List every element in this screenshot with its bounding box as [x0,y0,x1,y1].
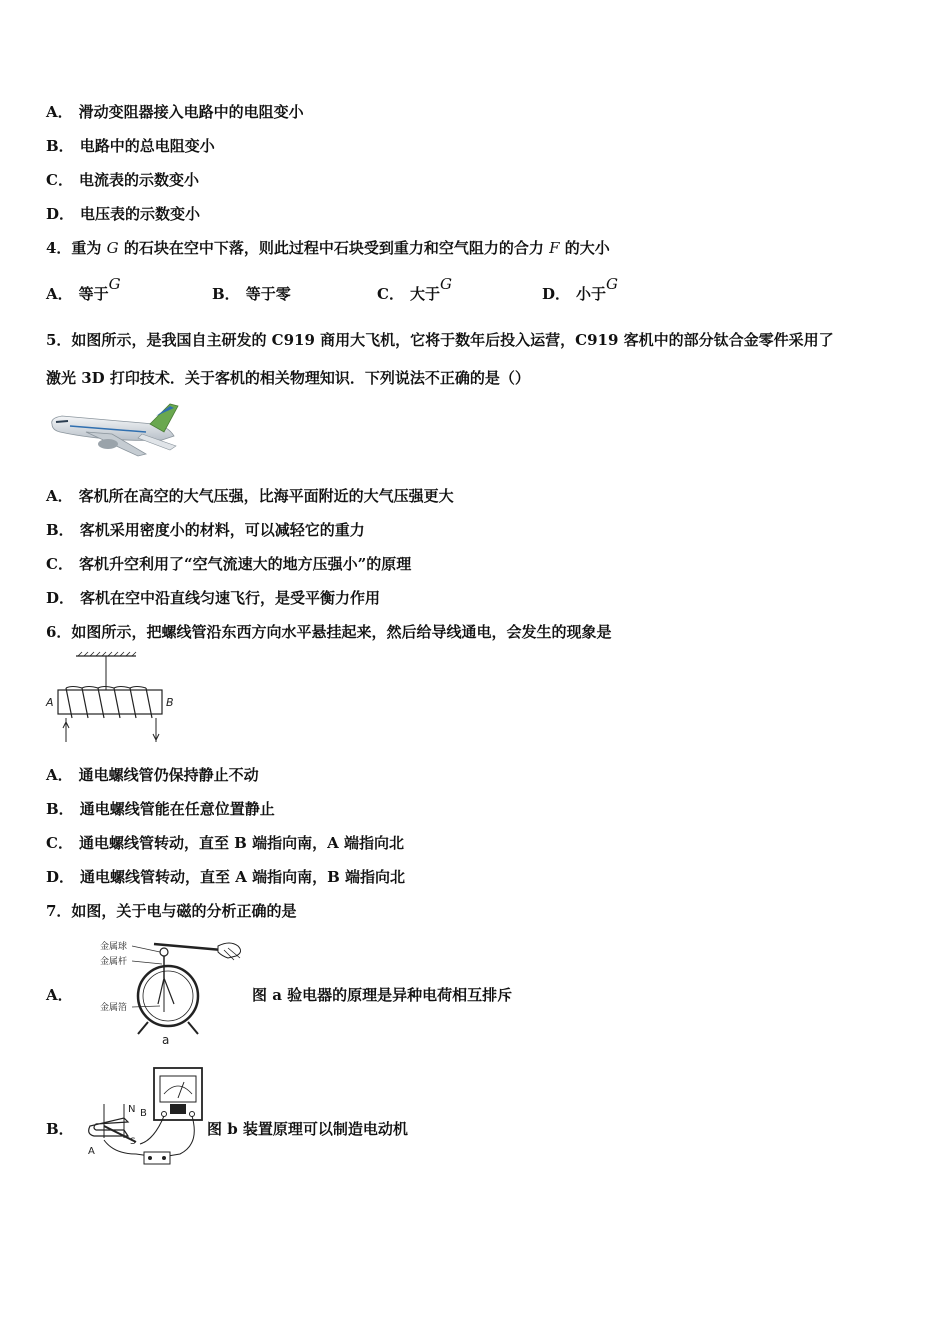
q4-stem-a: 4．重为 [46,239,102,257]
option-letter: D． [46,589,75,607]
label-metal-rod: 金属杆 [100,957,128,967]
option-text: 客机采用密度小的材料，可以减轻它的重力 [79,521,365,539]
option-text: 客机升空利用了“空气流速大的地方压强小”的原理 [78,555,412,573]
option-text: 通电螺线管仍保持静止不动 [78,766,259,784]
option-text: 电压表的示数变小 [80,205,201,223]
option-text: 等于 [78,285,109,303]
option-text: 客机所在高空的大气压强，比海平面附近的大气压强更大 [78,487,454,505]
symbol-f: F [549,239,560,257]
q7-option-b-text: 图 b 装置原理可以制造电动机 [207,1120,408,1138]
q7-option-a-letter: A． [46,986,73,1004]
option-text: 电流表的示数变小 [78,171,199,189]
q4-stem [46,238,610,258]
label-n: N [128,1104,136,1115]
q7-option-a-text: 图 a 验电器的原理是异种电荷相互排斥 [252,986,513,1004]
label-a: A [46,696,54,709]
label-s: S [130,1137,136,1147]
symbol-g: G [439,275,452,293]
option-text: 客机在空中沿直线匀速飞行，是受平衡力作用 [80,589,381,607]
q3-option-a [46,102,304,122]
q5-option-d [46,588,380,608]
label-metal-foil: 金属箔 [100,1003,128,1013]
label-metal-ball: 金属球 [100,942,128,952]
option-text: 通电螺线管转动，直至 B 端指向南，A 端指向北 [78,834,404,852]
option-letter: B． [46,521,74,539]
option-text: 滑动变阻器接入电路中的电阻变小 [78,103,304,121]
option-letter: D． [46,205,75,223]
q6-option-a [46,765,259,785]
q7-option-b-letter: B． [46,1120,74,1138]
motor-apparatus-figure [84,1064,206,1170]
option-text: 电路中的总电阻变小 [79,137,215,155]
q6-stem: 6．如图所示，把螺线管沿东西方向水平悬挂起来，然后给导线通电，会发生的现象是 [46,623,612,641]
symbol-g: G [606,275,619,293]
option-letter: C． [46,834,73,852]
q5-option-b [46,520,365,540]
option-letter: D． [542,285,571,303]
option-letter: A． [46,487,73,505]
label-a: A [88,1146,95,1157]
q5-option-c [46,554,411,574]
symbol-g: G [106,239,119,257]
option-letter: B． [212,285,240,303]
q5-stem-line1: 5．如图所示，是我国自主研发的 C919 商用大飞机，它将于数年后投入运营，C919 客机中的部分钛合金零件采用了 [46,331,834,349]
option-text: 通电螺线管转动，直至 A 端指向南，B 端指向北 [80,868,406,886]
option-text: 小于 [576,285,607,303]
label-b: B [166,696,174,709]
q4-option-c [377,275,452,304]
airplane-figure [46,402,182,464]
q4-option-a [46,275,121,304]
q6-option-d [46,867,405,887]
electroscope-figure [98,934,248,1046]
option-letter: A． [46,766,73,784]
q4-options [46,275,746,308]
q6-option-b [46,799,275,819]
q4-stem-b: 的石块在空中下落，则此过程中石块受到重力和空气阻力的合力 [123,239,544,257]
q7-stem: 7．如图，关于电与磁的分析正确的是 [46,902,297,920]
option-letter: B． [46,800,74,818]
option-letter: D． [46,868,75,886]
q3-option-c [46,170,199,190]
option-letter: C． [46,555,73,573]
label-b: B [140,1108,147,1119]
q5-option-a [46,486,454,506]
option-letter: A． [46,103,73,121]
symbol-g: G [108,275,121,293]
q4-option-d [542,275,619,304]
option-text: 等于零 [245,285,291,303]
solenoid-figure [44,652,184,744]
option-letter: C． [46,171,73,189]
q3-option-b [46,136,215,156]
figure-caption-a: a [162,1033,170,1047]
q3-option-d [46,204,200,224]
q4-stem-c: 的大小 [564,239,610,257]
option-text: 通电螺线管能在任意位置静止 [79,800,275,818]
option-letter: A． [46,285,73,303]
q4-option-b [212,284,291,304]
q6-option-c [46,833,404,853]
q5-stem-line2: 激光 3D 打印技术．关于客机的相关物理知识．下列说法不正确的是（） [46,369,530,387]
option-letter: B． [46,137,74,155]
option-letter: C． [377,285,404,303]
option-text: 大于 [409,285,440,303]
